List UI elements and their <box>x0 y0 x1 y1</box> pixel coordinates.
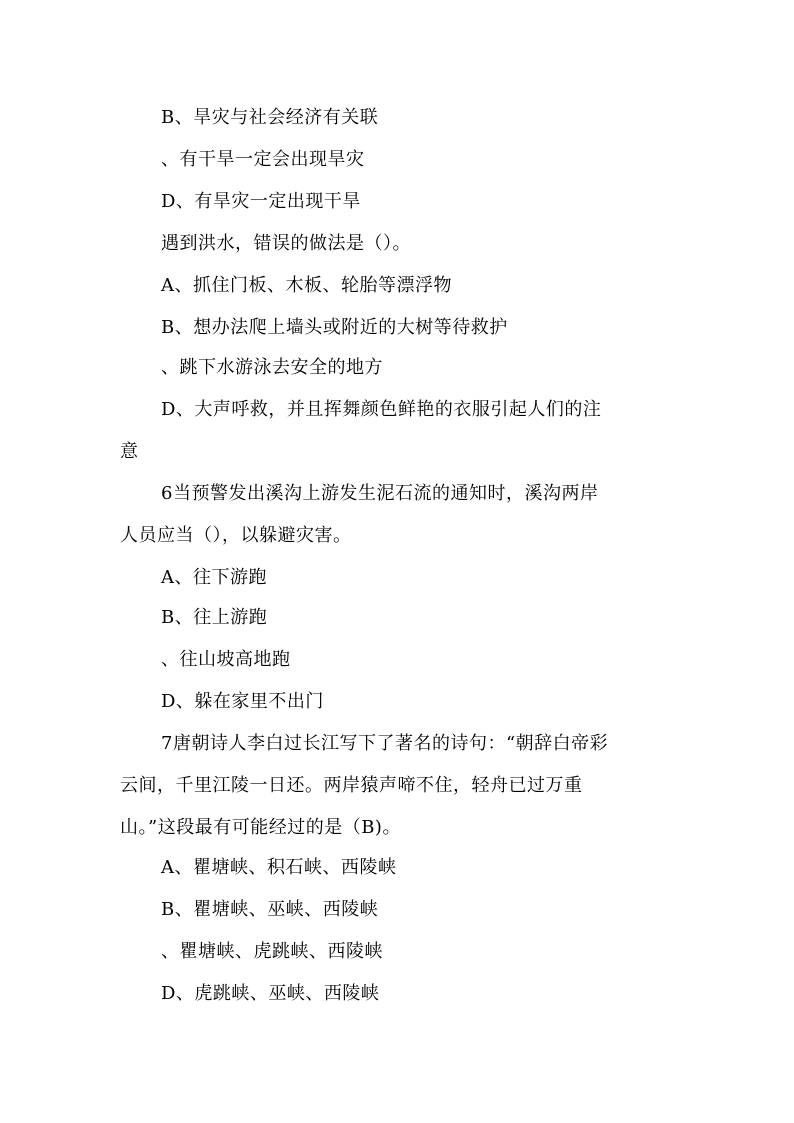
option-b-drought-economy: B、旱灾与社会经济有关联 <box>161 107 379 128</box>
q6-option-b: B、往上游跑 <box>161 607 268 628</box>
question-6-line-2: 人员应当（），以躲避灾害。 <box>120 525 352 546</box>
option-d-continuation: 意 <box>120 441 139 462</box>
q7-option-c: 、瞿塘峡、虎跳峡、西陵峡 <box>161 941 383 962</box>
q6-option-c: 、往山坡高地跑 <box>161 649 291 670</box>
q7-option-a: A、瞿塘峡、积石峡、西陵峡 <box>161 857 397 878</box>
q6-option-a: A、往下游跑 <box>161 567 267 588</box>
q6-option-d: D、躲在家里不出门 <box>161 691 324 712</box>
q7-option-d: D、虎跳峡、巫峡、西陵峡 <box>161 983 380 1004</box>
question-7-line-1: 7唐朝诗人李白过长江写下了著名的诗句：“朝辞白帝彩 <box>161 733 609 754</box>
question-flood: 遇到洪水，错误的做法是（）。 <box>161 233 411 254</box>
option-c-drought-always: 、有干旱一定会出现旱灾 <box>161 149 365 170</box>
option-d-drought-implies-dry: D、有旱灾一定出现干旱 <box>161 191 361 212</box>
option-d-call-help: D、大声呼救，并且挥舞颜色鲜艳的衣服引起人们的注 <box>161 399 602 420</box>
question-6-line-1: 6当预警发出溪沟上游发生泥石流的通知时，溪沟两岸 <box>161 483 599 504</box>
q7-option-b: B、瞿塘峡、巫峡、西陵峡 <box>161 899 379 920</box>
option-a-float: A、抓住门板、木板、轮胎等漂浮物 <box>161 275 452 296</box>
question-7-line-3: 山。”这段最有可能经过的是（B)。 <box>120 817 401 838</box>
option-c-swim: 、跳下水游泳去安全的地方 <box>161 357 383 378</box>
question-7-line-2: 云间，千里江陵一日还。两岸猿声啼不住，轻舟已过万重 <box>120 775 583 796</box>
option-b-climb: B、想办法爬上墙头或附近的大树等待救护 <box>161 317 508 338</box>
